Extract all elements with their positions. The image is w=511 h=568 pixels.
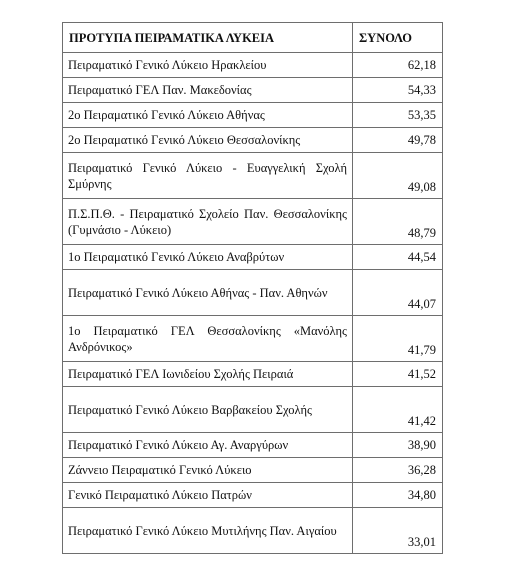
table-row	[63, 245, 443, 270]
school-total: 33,01	[353, 508, 443, 554]
school-name: Ζάννειο Πειραματικό Γενικό Λύκειο	[63, 458, 353, 483]
school-total: 48,79	[353, 199, 443, 245]
table-row	[63, 433, 443, 458]
school-name: 1ο Πειραματικό ΓΕΛ Θεσσαλονίκης «Μανόλης Ανδρόνικος»	[63, 316, 353, 362]
header-total: ΣΥΝΟΛΟ	[353, 23, 443, 53]
table-row	[63, 508, 443, 554]
school-name: Πειραματικό Γενικό Λύκειο Αγ. Αναργύρων	[63, 433, 353, 458]
school-total: 38,90	[353, 433, 443, 458]
school-name: 1ο Πειραματικό Γενικό Λύκειο Αναβρύτων	[63, 245, 353, 270]
school-name: Πειραματικό Γενικό Λύκειο Ηρακλείου	[63, 53, 353, 78]
header-row	[63, 23, 443, 53]
school-name: Πειραματικό ΓΕΛ Παν. Μακεδονίας	[63, 78, 353, 103]
school-total: 53,35	[353, 103, 443, 128]
table-row	[63, 483, 443, 508]
table-row	[63, 270, 443, 316]
school-total: 34,80	[353, 483, 443, 508]
table-row	[63, 153, 443, 199]
table-row	[63, 103, 443, 128]
table-row	[63, 199, 443, 245]
school-total: 41,52	[353, 362, 443, 387]
school-total: 44,07	[353, 270, 443, 316]
school-total: 36,28	[353, 458, 443, 483]
school-name: Πειραματικό Γενικό Λύκειο - Ευαγγελική Σχολή Σμύρνης	[63, 153, 353, 199]
table-row	[63, 128, 443, 153]
table-row	[63, 387, 443, 433]
school-name: Πειραματικό Γενικό Λύκειο Αθήνας - Παν. Αθηνών	[63, 270, 353, 316]
table-row	[63, 458, 443, 483]
table-row	[63, 78, 443, 103]
school-total: 41,79	[353, 316, 443, 362]
school-name: Πειραματικό ΓΕΛ Ιωνιδείου Σχολής Πειραιά	[63, 362, 353, 387]
school-name: Π.Σ.Π.Θ. - Πειραματικό Σχολείο Παν. Θεσσαλονίκης (Γυμνάσιο - Λύκειο)	[63, 199, 353, 245]
school-name: Γενικό Πειραματικό Λύκειο Πατρών	[63, 483, 353, 508]
school-name: Πειραματικό Γενικό Λύκειο Μυτιλήνης Παν. Αιγαίου	[63, 508, 353, 554]
school-total: 44,54	[353, 245, 443, 270]
header-school: ΠΡΟΤΥΠΑ ΠΕΙΡΑΜΑΤΙΚΑ ΛΥΚΕΙΑ	[63, 23, 353, 53]
table-row	[63, 316, 443, 362]
school-name: 2ο Πειραματικό Γενικό Λύκειο Θεσσαλονίκης	[63, 128, 353, 153]
school-total: 49,08	[353, 153, 443, 199]
school-total: 54,33	[353, 78, 443, 103]
school-total: 49,78	[353, 128, 443, 153]
table-row	[63, 53, 443, 78]
school-name: 2ο Πειραματικό Γενικό Λύκειο Αθήνας	[63, 103, 353, 128]
school-total: 41,42	[353, 387, 443, 433]
school-name: Πειραματικό Γενικό Λύκειο Βαρβακείου Σχολής	[63, 387, 353, 433]
table-row	[63, 362, 443, 387]
school-total: 62,18	[353, 53, 443, 78]
schools-table	[62, 22, 443, 554]
